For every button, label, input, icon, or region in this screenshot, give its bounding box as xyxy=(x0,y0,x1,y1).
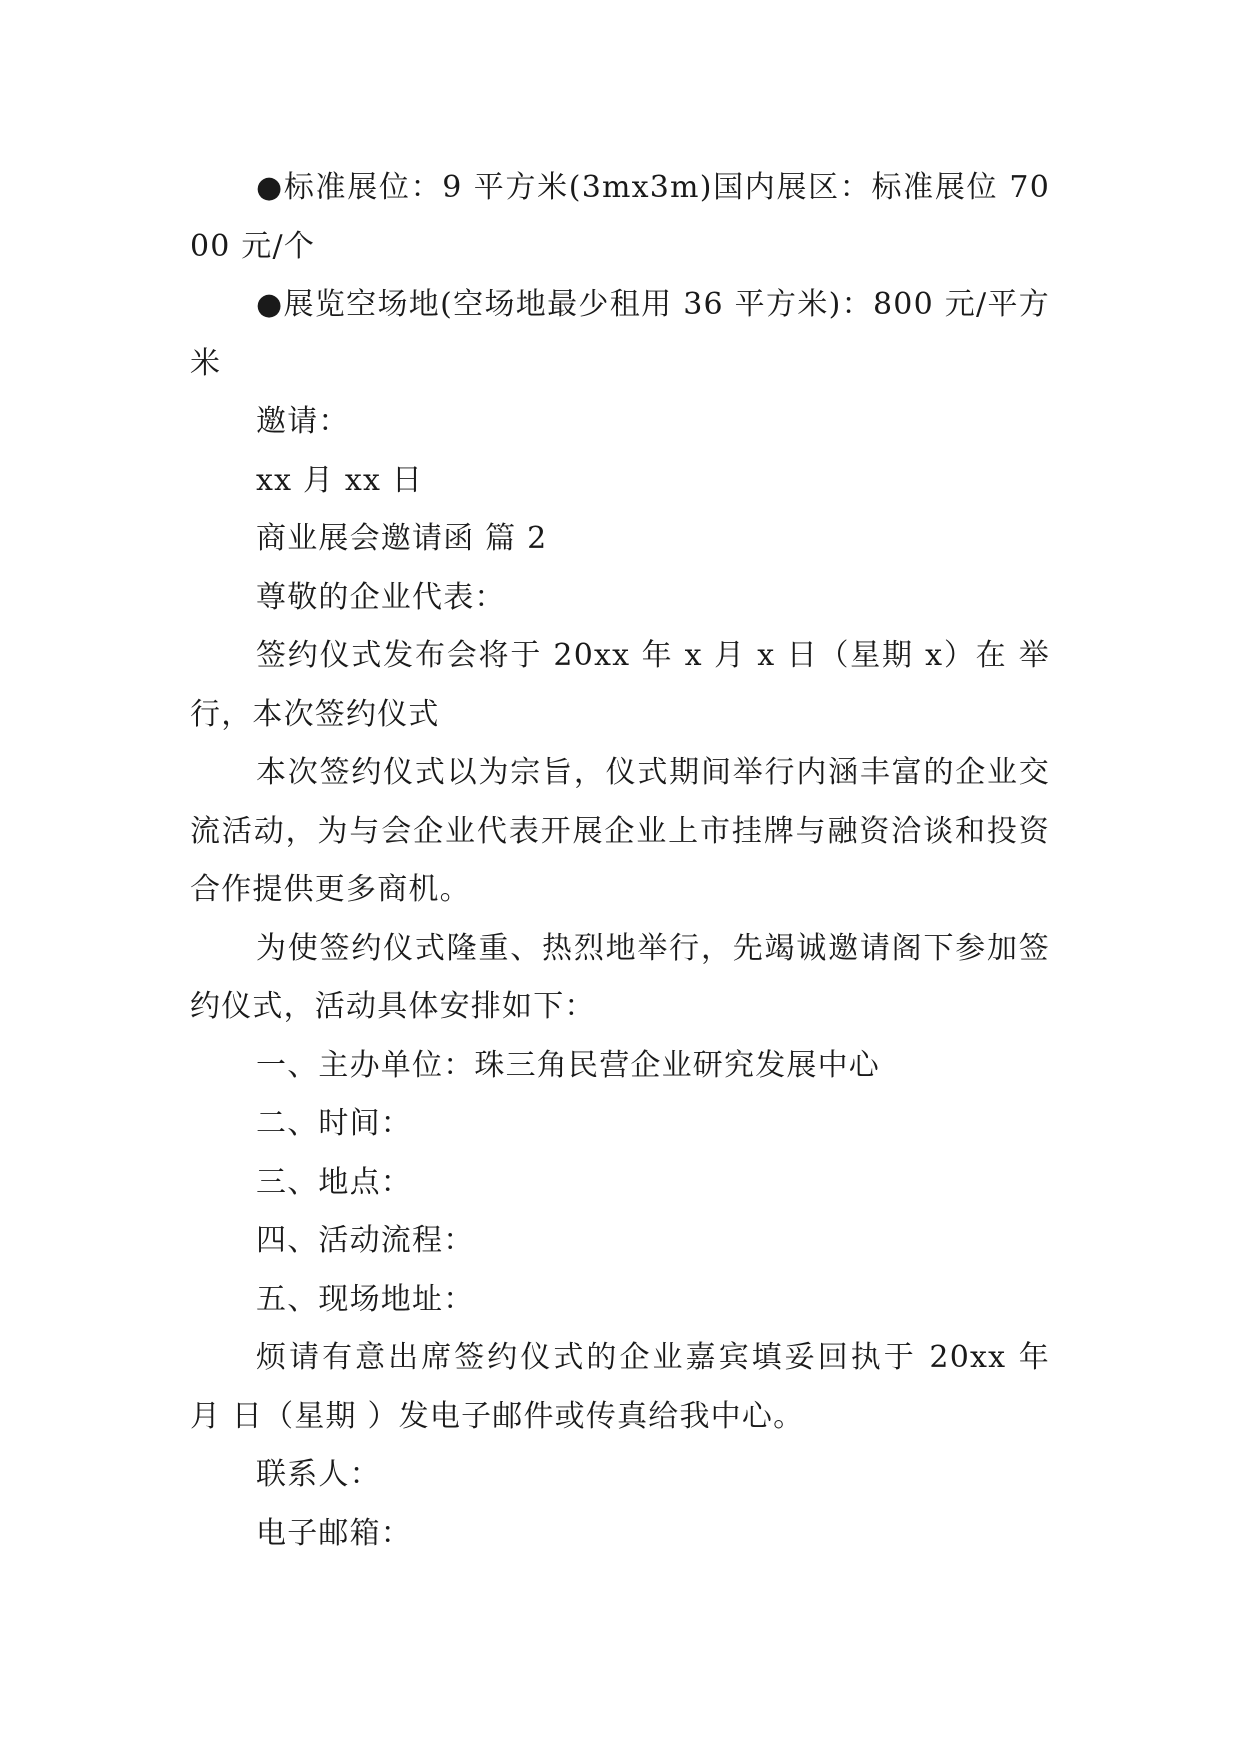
document-body xyxy=(190,159,1050,1563)
paragraph-raw-space: ●展览空场地(空场地最少租用 36 平方米)：800 元/平方米 xyxy=(190,287,1050,381)
paragraph-contact-person: 联系人： xyxy=(256,1457,381,1492)
list-item-organizer: 一、主办单位：珠三角民营企业研究发展中心 xyxy=(256,1047,880,1083)
paragraph-event-purpose: 本次签约仪式以为宗旨，仪式期间举行内涵丰富的企业交流活动，为与会企业代表开展企业上市挂牌与融资洽谈和投资合作提供更多商机。 xyxy=(190,755,1050,907)
paragraph-email: 电子邮箱： xyxy=(256,1515,412,1551)
paragraph-invite-label: 邀请： xyxy=(256,404,350,439)
paragraph-event-announcement: 签约仪式发布会将于 20xx 年 x 月 x 日（星期 x）在 举行，本次签约仪式 xyxy=(190,638,1050,732)
list-item-location: 三、地点： xyxy=(256,1164,412,1200)
paragraph-date: xx 月 xx 日 xyxy=(256,462,424,498)
paragraph-standard-booth: ●标准展位：9 平方米(3mx3m)国内展区：标准展位 7000 元/个 xyxy=(190,170,1050,264)
paragraph-invitation: 为使签约仪式隆重、热烈地举行，先竭诚邀请阁下参加签约仪式，活动具体安排如下： xyxy=(190,930,1050,1024)
paragraph-salutation: 尊敬的企业代表： xyxy=(256,579,506,615)
list-item-venue-address: 五、现场地址： xyxy=(256,1281,475,1317)
paragraph-rsvp-request: 烦请有意出席签约仪式的企业嘉宾填妥回执于 20xx 年 月 日（星期 ）发电子邮件或传真给我中心。 xyxy=(190,1340,1050,1434)
list-item-agenda: 四、活动流程： xyxy=(256,1223,475,1258)
list-item-time: 二、时间： xyxy=(256,1106,412,1141)
section-heading: 商业展会邀请函 篇 2 xyxy=(256,521,548,556)
